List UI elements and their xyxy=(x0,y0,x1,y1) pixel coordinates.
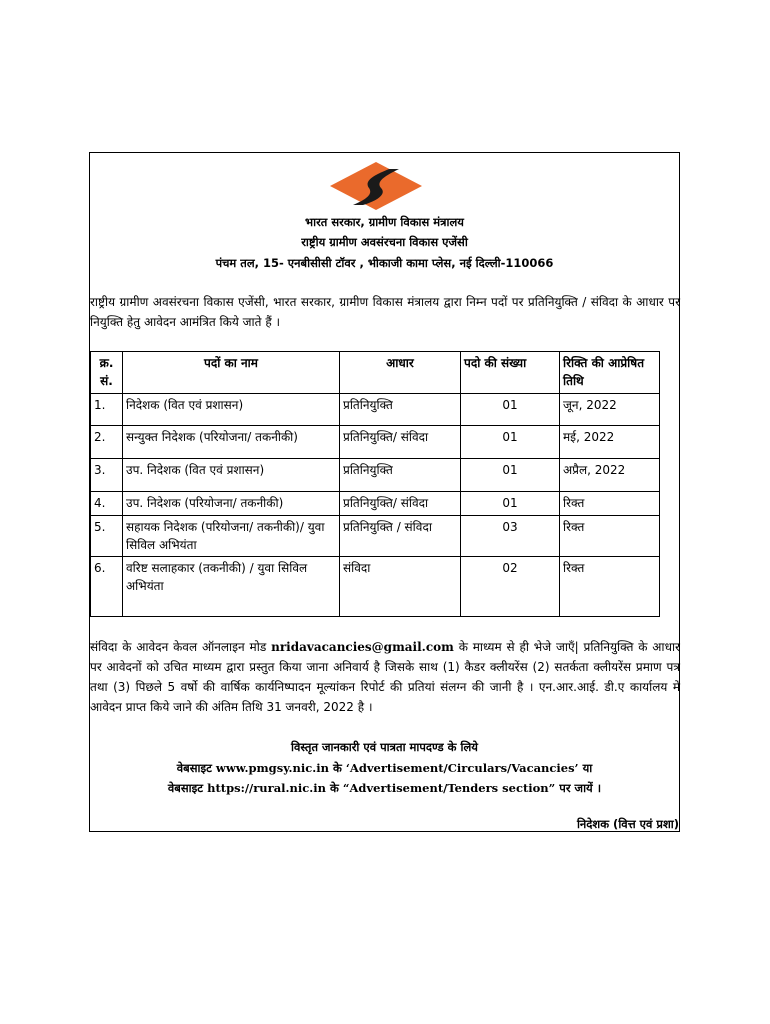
cell-post: निदेशक (वित एवं प्रशासन) xyxy=(123,394,340,426)
cell-post: सन्युक्त निदेशक (परियोजना/ तकनीकी) xyxy=(123,426,340,459)
cell-post: वरिष्ट सलाहकार (तकनीकी) / युवा सिविल अभियंता xyxy=(123,557,340,617)
cell-post: उप. निदेशक (परियोजना/ तकनीकी) xyxy=(123,492,340,516)
ke-text: के xyxy=(333,761,342,775)
col-header-post: पदों का नाम xyxy=(123,352,340,394)
cell-count: 01 xyxy=(461,492,560,516)
cell-post: उप. निदेशक (वित एवं प्रशासन) xyxy=(123,459,340,492)
table-row xyxy=(91,516,660,557)
cell-basis: प्रतिनियुक्ति/ संविदा xyxy=(340,426,461,459)
header-ministry: भारत सरकार, ग्रामीण विकास मंत्रालय xyxy=(305,215,464,229)
table-row xyxy=(91,557,660,617)
website-line-2 xyxy=(89,781,680,796)
section-name: “Advertisement/Tenders section” xyxy=(342,781,556,795)
go-text: पर जायें । xyxy=(559,781,602,795)
instructions-text-a: संविदा के आवेदन केवल ऑनलाइन मोड xyxy=(90,640,267,654)
col-header-basis: आधार xyxy=(340,352,461,394)
cell-sno: 2. xyxy=(91,426,123,459)
section-name: ‘Advertisement/Circulars/Vacancies’ xyxy=(345,761,579,775)
table-row xyxy=(91,492,660,516)
cell-sno: 5. xyxy=(91,516,123,557)
website-line-1 xyxy=(89,761,680,776)
table-row xyxy=(91,426,660,459)
cell-sno: 6. xyxy=(91,557,123,617)
cell-count: 02 xyxy=(461,557,560,617)
cell-count: 01 xyxy=(461,459,560,492)
instructions-text-b: के माध्यम से ही भेजे जाएँ| प्रतिनियुक्ति के आधार पर आवेदनों को उचित माध्यम द्वारा प्रस्तुत किया जाना अनिवार्य है जिसके साथ (1) कैडर क्लीयरेंस (2) सतर्कता क्लीयरेंस प्रमाण पत्र तथा (3) पिछले 5 वर्षो की वार्षिक कार्यनिष्पादन मूल्यांकन रिपोर्ट की प्रतियां संलग्न की जानी है । एन.आर.आई. डी.ए कार्यालय में आवेदन प्राप्त किये जाने की अंतिम तिथि 31 जनवरी, 2022 है । xyxy=(90,640,680,714)
cell-count: 03 xyxy=(461,516,560,557)
cell-count: 01 xyxy=(461,426,560,459)
cell-sno: 4. xyxy=(91,492,123,516)
signature-designation: निदेशक (वित्त एवं प्रशा) xyxy=(576,817,679,831)
cell-basis: प्रतिनियुक्ति/ संविदा xyxy=(340,492,461,516)
cell-vacancy-date: मई, 2022 xyxy=(560,426,660,459)
cell-vacancy-date: रिक्त xyxy=(560,516,660,557)
col-header-sno: क्र. सं. xyxy=(91,352,123,394)
cell-post: सहायक निदेशक (परियोजना/ तकनीकी)/ युवा सिविल अभियंता xyxy=(123,516,340,557)
table-row xyxy=(91,394,660,426)
website-label: वेबसाइट xyxy=(176,761,212,775)
website-url-rural[interactable]: https://rural.nic.in xyxy=(207,781,326,795)
col-header-vacancy-date: रिक्ति की आप्रेषित तिथि xyxy=(560,352,660,394)
cell-sno: 1. xyxy=(91,394,123,426)
or-text: या xyxy=(582,761,593,775)
contact-email: nridavacancies@gmail.com xyxy=(271,640,454,654)
cell-sno: 3. xyxy=(91,459,123,492)
cell-vacancy-date: रिक्त xyxy=(560,557,660,617)
header-address: पंचम तल, 15- एनबीसीसी टॉवर , भीकाजी कामा प्लेस, नई दिल्ली-110066 xyxy=(215,256,554,270)
intro-paragraph: राष्ट्रीय ग्रामीण अवसंरचना विकास एजेंसी, भारत सरकार, ग्रामीण विकास मंत्रालय द्वारा निम्न पदों पर प्रतिनियुक्ति / संविदा के आधार पर नियुक्ति हेतु आवेदन आमंत्रित किये जाते हैं । xyxy=(90,295,680,329)
website-url-pmgsy[interactable]: www.pmgsy.nic.in xyxy=(215,761,330,775)
cell-vacancy-date: अप्रैल, 2022 xyxy=(560,459,660,492)
cell-count: 01 xyxy=(461,394,560,426)
cell-basis: संविदा xyxy=(340,557,461,617)
cell-basis: प्रतिनियुक्ति xyxy=(340,394,461,426)
cell-basis: प्रतिनियुक्ति / संविदा xyxy=(340,516,461,557)
cell-vacancy-date: जून, 2022 xyxy=(560,394,660,426)
cell-basis: प्रतिनियुक्ति xyxy=(340,459,461,492)
info-heading: विस्तृत जानकारी एवं पात्रता मापदण्ड के लिये xyxy=(291,740,478,754)
website-label: वेबसाइट xyxy=(167,781,204,795)
vacancy-table xyxy=(90,351,660,617)
table-row xyxy=(91,459,660,492)
header-agency: राष्ट्रीय ग्रामीण अवसंरचना विकास एजेंसी xyxy=(301,235,468,249)
ke-text: के xyxy=(330,781,339,795)
application-instructions xyxy=(90,637,680,717)
col-header-count: पदो की संख्या xyxy=(461,352,560,394)
nrida-logo xyxy=(329,161,423,211)
cell-vacancy-date: रिक्त xyxy=(560,492,660,516)
